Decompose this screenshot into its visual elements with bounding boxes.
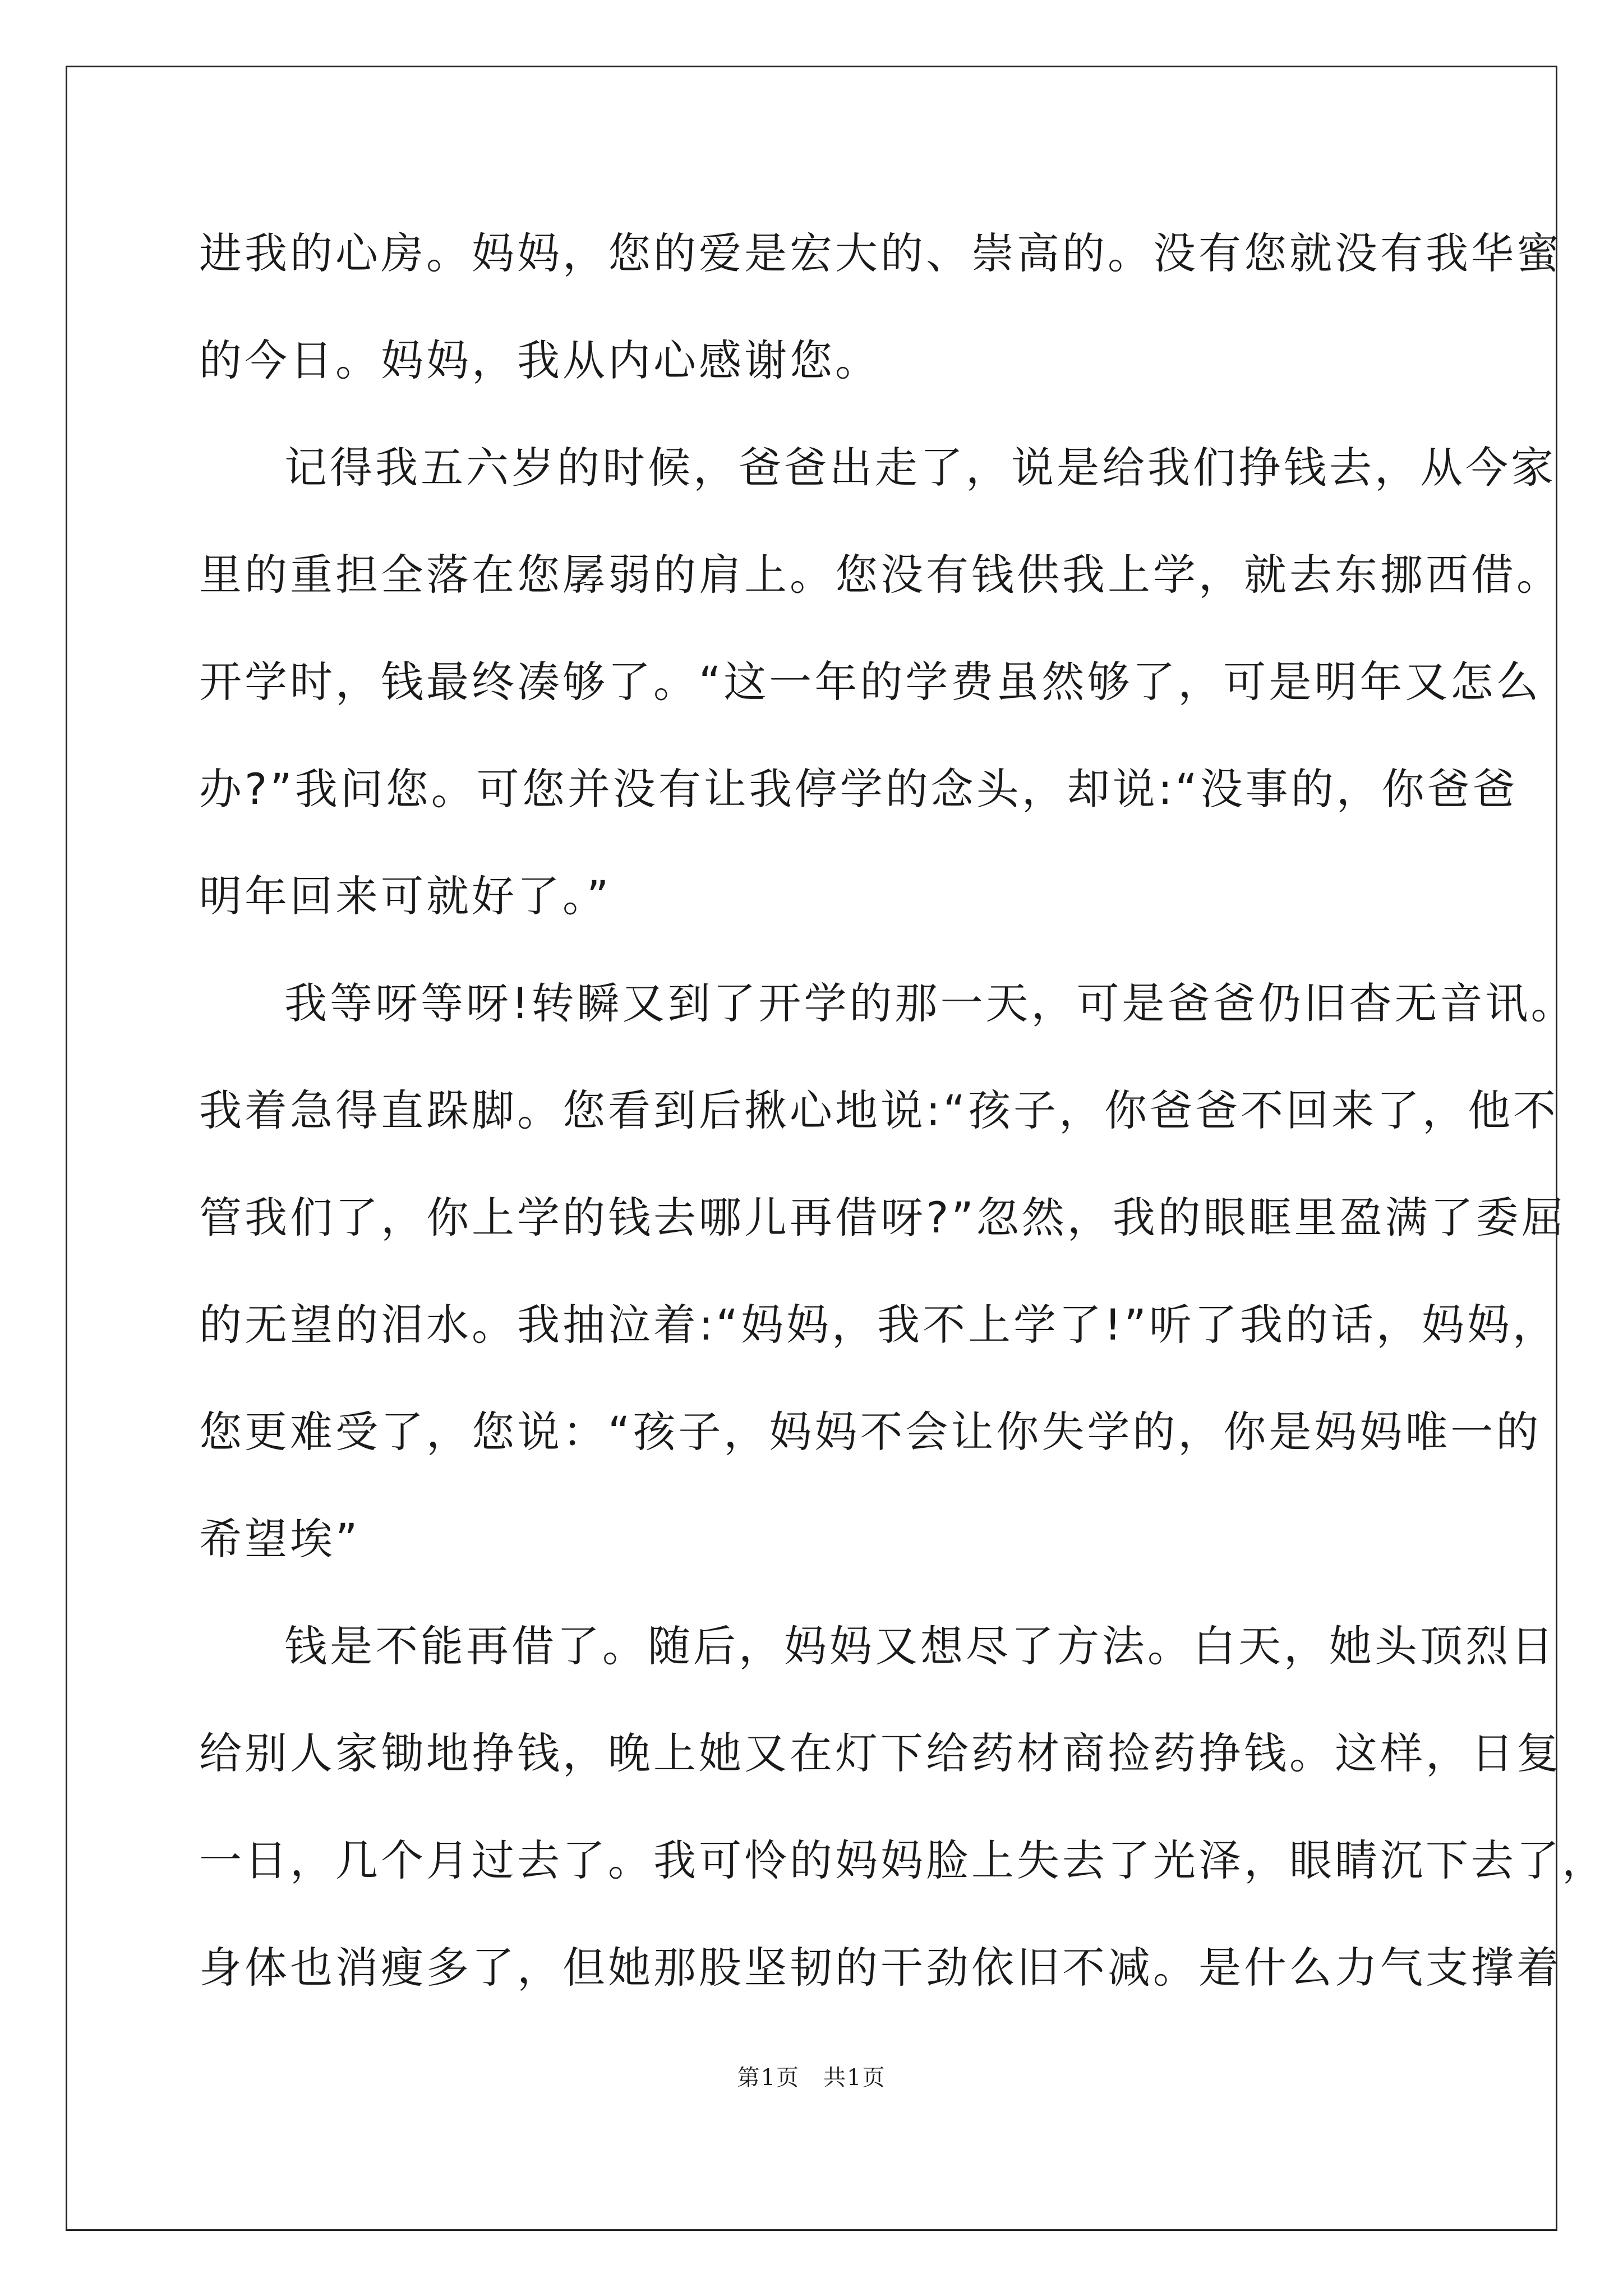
text-line: 我等呀等呀!转瞬又到了开学的那一天，可是爸爸仍旧杳无音讯。 — [284, 978, 1576, 1028]
text-line: 我着急得直跺脚。您看到后揪心地说:“孩子，你爸爸不回来了，他不 — [199, 1085, 1559, 1135]
text-line: 明年回来可就好了。” — [199, 871, 612, 921]
text-line: 的无望的泪水。我抽泣着:“妈妈，我不上学了!”听了我的话，妈妈， — [199, 1300, 1558, 1350]
page-number-footer: 第1页 共1页 — [737, 2065, 886, 2091]
text-line: 办?”我问您。可您并没有让我停学的念头，却说:“没事的，你爸爸 — [199, 764, 1518, 814]
document-body — [199, 200, 1607, 2021]
text-line: 的今日。妈妈，我从内心感谢您。 — [199, 335, 880, 385]
text-line: 里的重担全落在您孱弱的肩上。您没有钱供我上学，就去东挪西借。 — [199, 550, 1562, 600]
text-line: 开学时，钱最终凑够了。“这一年的学费虽然够了，可是明年又怎么 — [199, 657, 1542, 707]
text-line: 记得我五六岁的时候，爸爸出走了，说是给我们挣钱去，从今家 — [284, 443, 1556, 493]
text-line: 进我的心房。妈妈，您的爱是宏大的、崇高的。没有您就没有我华蜜 — [199, 228, 1562, 278]
text-line: 您更难受了，您说：“孩子，妈妈不会让你失学的，你是妈妈唯一的 — [199, 1407, 1542, 1457]
text-line: 一日，几个月过去了。我可怜的妈妈脸上失去了光泽，眼睛沉下去了， — [199, 1835, 1607, 1885]
text-line: 管我们了，你上学的钱去哪儿再借呀?”忽然，我的眼眶里盈满了委屈 — [199, 1193, 1567, 1243]
text-line: 钱是不能再借了。随后，妈妈又想尽了方法。白天，她头顶烈日 — [284, 1621, 1556, 1671]
text-line: 给别人家锄地挣钱，晚上她又在灯下给药材商捡药挣钱。这样，日复 — [199, 1728, 1562, 1778]
text-line: 希望埃” — [199, 1514, 361, 1564]
text-line: 身体也消瘦多了，但她那股坚韧的干劲依旧不减。是什么力气支撑着 — [199, 1943, 1562, 1993]
